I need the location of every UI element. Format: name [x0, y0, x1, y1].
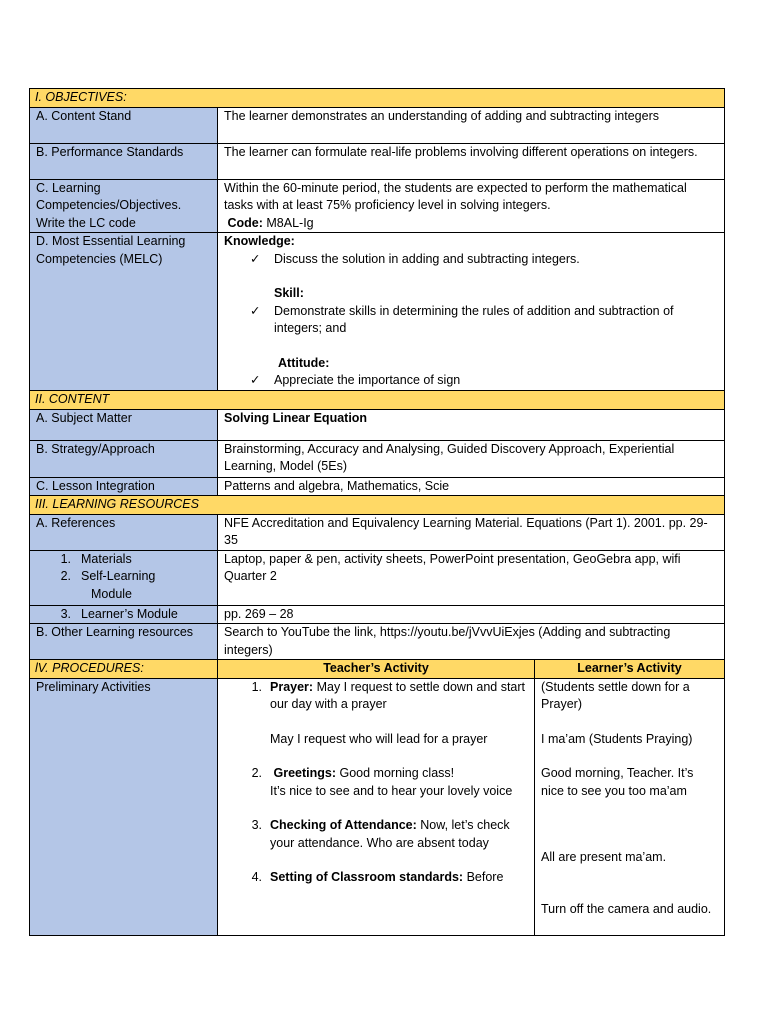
knowledge-label: Knowledge: — [224, 234, 295, 248]
attitude-label: Attitude: — [278, 355, 330, 370]
content-stand-value: The learner demonstrates an understanding of adding and subtracting integers — [218, 107, 725, 143]
learner-activity-cell — [535, 678, 725, 935]
check-icon: ✓ — [250, 373, 261, 387]
learner-settle: (Students settle down for a Prayer) — [541, 679, 690, 711]
integration-value: Patterns and algebra, Mathematics, Scie — [218, 477, 725, 496]
procedure-item-standards: 4. Setting of Classroom standards: Before — [251, 870, 504, 884]
competencies-label-line2: Competencies/Objectives. — [36, 198, 182, 212]
skill-text: Demonstrate skills in determining the rules of addition and subtraction of integers; and — [274, 303, 674, 335]
melc-label: D. Most Essential Learning Competencies (MELC) — [30, 233, 218, 391]
procedure-item-prayer: 1. Prayer: May I request to settle down and start our day with a prayer — [251, 679, 526, 711]
references-value: NFE Accreditation and Equivalency Learning Material. Equations (Part 1). 2001. pp. 29-35 — [218, 514, 725, 550]
other-resources-label: B. Other Learning resources — [30, 624, 218, 660]
skill-item — [250, 303, 718, 338]
knowledge-item — [250, 251, 718, 269]
competencies-label-line1: C. Learning — [36, 180, 101, 195]
resources-heading-row — [30, 496, 725, 515]
learner-praying: I ma’am (Students Praying) — [541, 731, 693, 746]
content-stand-label: A. Content Stand — [30, 107, 218, 143]
competency-code — [224, 215, 718, 233]
integration-row — [30, 477, 725, 496]
lesson-plan — [29, 88, 724, 936]
check-icon: ✓ — [250, 303, 261, 318]
content-heading: II. CONTENT — [30, 391, 725, 410]
learners-module-label: 3. Learner’s Module — [30, 605, 218, 624]
strategy-label: B. Strategy/Approach — [30, 440, 218, 477]
melc-row — [30, 233, 725, 391]
preliminary-activities-row — [30, 678, 725, 935]
skill-label: Skill: — [274, 286, 304, 300]
competencies-text: Within the 60-minute period, the students are expected to perform the mathematical tasks with at least 75% proficiency level in solving integers. — [224, 180, 687, 212]
procedures-heading-row — [30, 660, 725, 679]
procedure-item-attendance: 3. Checking of Attendance: Now, let’s check your attendance. Who are absent today — [251, 818, 510, 850]
self-learning-item: 2. Self-Learning — [60, 569, 156, 583]
materials-value — [218, 550, 725, 605]
learners-module-value: pp. 269 – 28 — [218, 605, 725, 624]
lesson-plan-table — [29, 88, 725, 936]
quarter-value: Quarter 2 — [224, 569, 277, 583]
content-heading-row — [30, 391, 725, 410]
teacher-activity-header: Teacher’s Activity — [218, 660, 535, 679]
materials-label — [30, 550, 218, 605]
objectives-heading: I. OBJECTIVES: — [30, 89, 725, 108]
subject-value: Solving Linear Equation — [218, 409, 725, 440]
integration-label: C. Lesson Integration — [30, 477, 218, 496]
learner-activity-header: Learner’s Activity — [535, 660, 725, 679]
teacher-activity-cell — [218, 678, 535, 935]
preliminary-activities-label: Preliminary Activities — [30, 678, 218, 935]
learner-present: All are present ma’am. — [541, 850, 667, 864]
strategy-row — [30, 440, 725, 477]
materials-list: Laptop, paper & pen, activity sheets, PowerPoint presentation, GeoGebra app, wifi — [224, 551, 681, 566]
melc-value — [218, 233, 725, 391]
procedures-heading: lV. PROCEDURES: — [30, 660, 218, 679]
code-value: M8AL-Ig — [266, 215, 314, 230]
prayer-followup: May I request who will lead for a prayer — [270, 731, 488, 746]
learners-module-row — [30, 605, 725, 624]
subject-label: A. Subject Matter — [30, 409, 218, 440]
attitude-text: Appreciate the importance of sign — [274, 373, 461, 387]
resources-heading: III. LEARNING RESOURCES — [30, 496, 725, 515]
references-label: A. References — [30, 514, 218, 550]
attitude-item — [250, 372, 718, 390]
strategy-value: Brainstorming, Accuracy and Analysing, Guided Discovery Approach, Experiential Learning, Model (5Es) — [218, 440, 725, 477]
learner-greeting: Good morning, Teacher. It’s nice to see you too ma’am — [541, 766, 694, 798]
learner-camera: Turn off the camera and audio. — [541, 901, 712, 916]
competencies-label-line3: Write the LC code — [36, 215, 136, 230]
competencies-value — [218, 179, 725, 233]
self-learning-module-label: Module — [91, 586, 132, 601]
performance-value: The learner can formulate real-life problems involving different operations on integers. — [218, 143, 725, 179]
materials-row — [30, 550, 725, 605]
greeting-followup: It’s nice to see and to hear your lovely voice — [270, 783, 513, 798]
knowledge-text: Discuss the solution in adding and subtracting integers. — [274, 251, 580, 266]
other-resources-row — [30, 624, 725, 660]
procedure-item-greetings: 2. Greetings: Good morning class! — [251, 766, 455, 780]
competencies-label — [30, 179, 218, 233]
performance-row — [30, 143, 725, 179]
code-label: Code: — [227, 215, 263, 230]
check-icon: ✓ — [250, 251, 261, 266]
other-resources-value: Search to YouTube the link, https://youtu.be/jVvvUiExjes (Adding and subtracting integers) — [218, 624, 725, 660]
performance-label: B. Performance Standards — [30, 143, 218, 179]
content-stand-row — [30, 107, 725, 143]
materials-item: 1. Materials — [60, 551, 132, 566]
subject-row — [30, 409, 725, 440]
competencies-row — [30, 179, 725, 233]
references-row — [30, 514, 725, 550]
objectives-heading-row — [30, 89, 725, 108]
